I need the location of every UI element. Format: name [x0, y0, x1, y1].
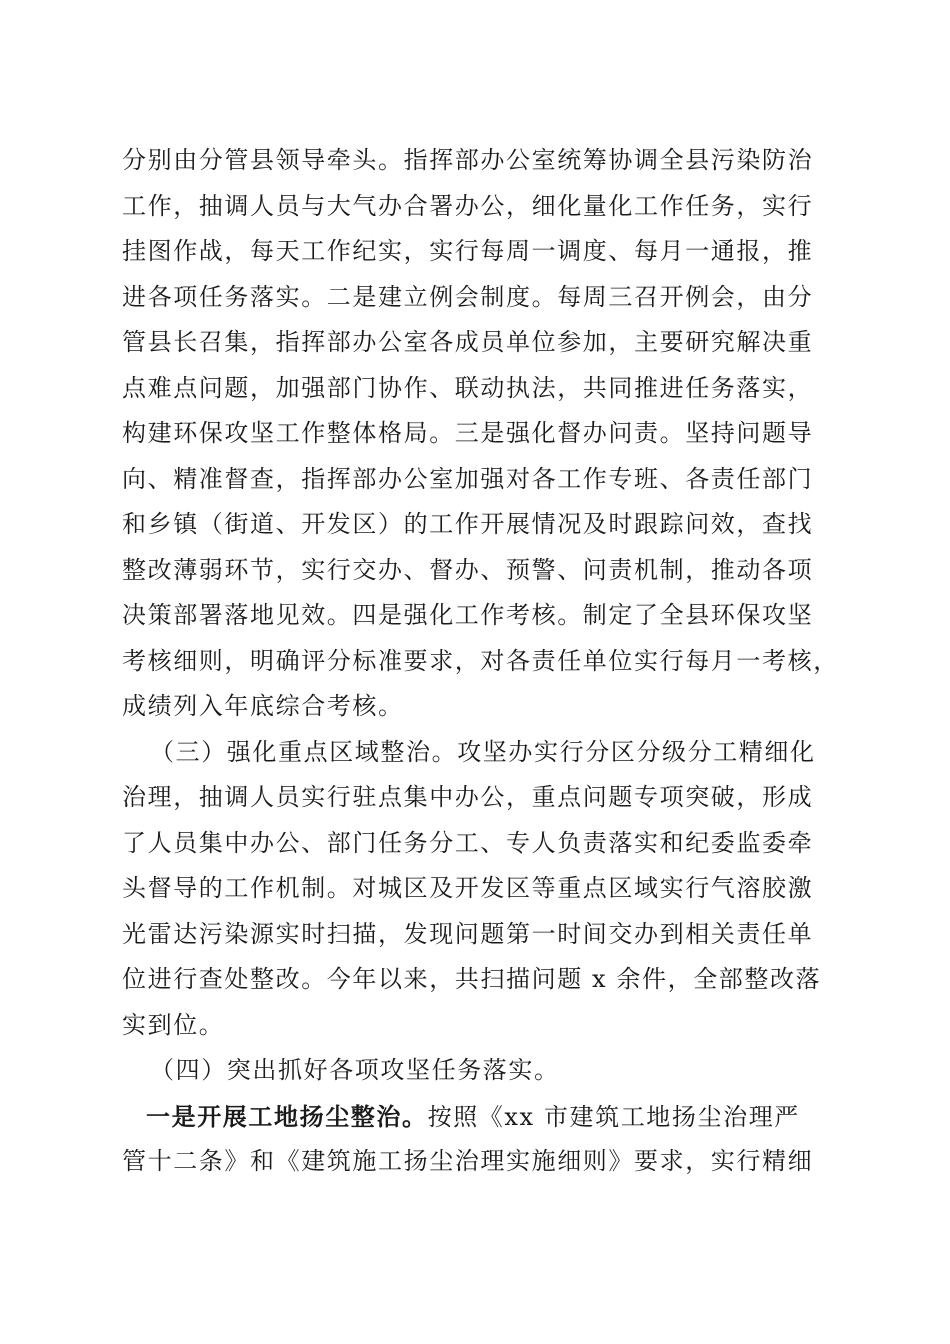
text-line: 构建环保攻坚工作整体格局。三是强化督办问责。坚持问题导	[122, 419, 814, 447]
text-line: 工作，抽调人员与大气办合署办公，细化量化工作任务，实行	[122, 191, 814, 220]
text-line: 成绩列入年底综合考核。	[122, 692, 404, 720]
section-heading: （四）突出抓好各项攻坚任务落实。	[150, 1056, 560, 1084]
text-line: 管十二条》和《建筑施工扬尘治理实施细则》要求，实行精细	[122, 1147, 814, 1175]
text-line: 位进行查处整改。今年以来，共扫描问题 x 余件，全部整改落	[122, 965, 822, 993]
text-line: 点难点问题，加强部门协作、联动执法，共同推进任务落实，	[122, 373, 814, 402]
text-line: 和乡镇（街道、开发区）的工作开展情况及时跟踪问效，查找	[122, 510, 814, 538]
text-line: 向、精准督查，指挥部办公室加强对各工作专班、各责任部门	[122, 464, 814, 493]
section-heading-line: （三）强化重点区域整治。攻坚办实行分区分级分工精细化	[150, 737, 816, 766]
text-line: 了人员集中办公、部门任务分工、专人负责落实和纪委监委牵	[122, 828, 814, 857]
text-line: 治理，抽调人员实行驻点集中办公，重点问题专项突破，形成	[122, 783, 814, 811]
text-line: 实到位。	[122, 1010, 225, 1039]
text-line: 管县长召集，指挥部办公室各成员单位参加，主要研究解决重	[122, 328, 814, 356]
item-line	[122, 1094, 838, 1140]
item-heading: 一是开展工地扬尘整治。	[146, 1101, 428, 1131]
text-line: 决策部署落地见效。四是强化工作考核。制定了全县环保攻坚	[122, 601, 814, 629]
text-line: 挂图作战，每天工作纪实，实行每周一调度、每月一通报，推	[122, 237, 814, 265]
text-line: 分别由分管县领导牵头。指挥部办公室统筹协调全县污染防治	[122, 146, 814, 174]
text-line: 整改薄弱环节，实行交办、督办、预警、问责机制，推动各项	[122, 555, 814, 584]
text-line: 考核细则，明确评分标准要求，对各责任单位实行每月一考核，	[122, 646, 839, 675]
item-text: 按照《xx 市建筑工地扬尘治理严	[427, 1102, 800, 1131]
text-line: 光雷达污染源实时扫描，发现问题第一时间交办到相关责任单	[122, 919, 814, 948]
document-body	[122, 138, 838, 1185]
text-line: 头督导的工作机制。对城区及开发区等重点区域实行气溶胶激	[122, 874, 814, 902]
text-line: 进各项任务落实。二是建立例会制度。每周三召开例会，由分	[122, 282, 814, 311]
